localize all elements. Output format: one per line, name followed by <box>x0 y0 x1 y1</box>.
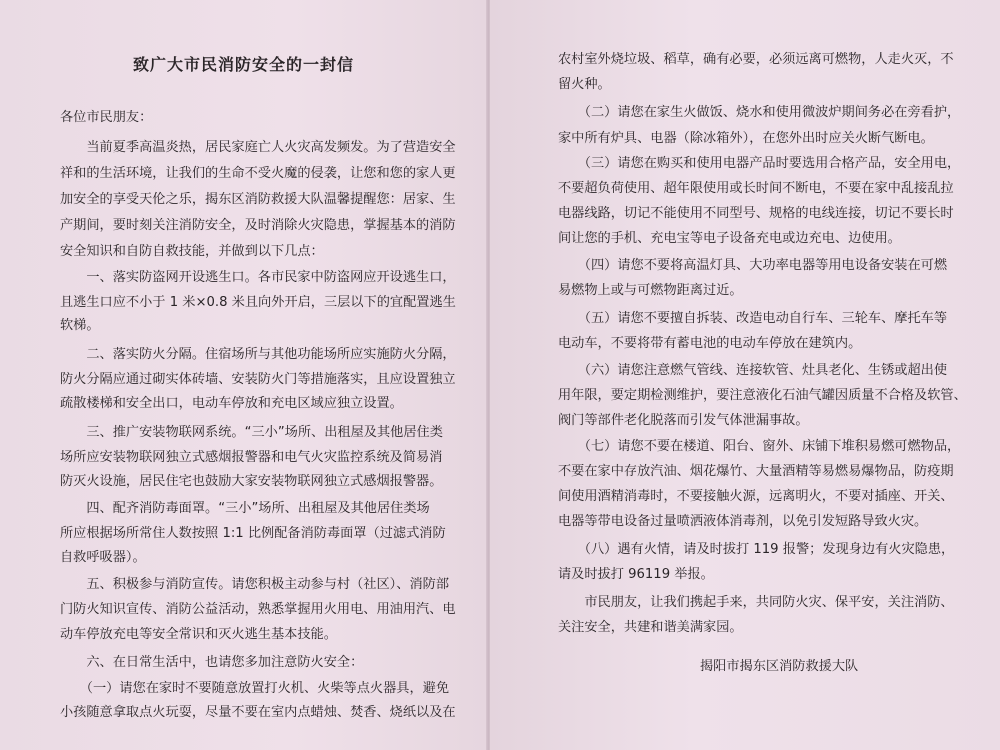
paragraph-line: （八）遇有火情，请及时拔打 119 报警；发现身边有火灾隐患， <box>558 542 955 557</box>
paragraph-line: 请及时拔打 96119 举报。 <box>558 567 714 582</box>
paragraph-line: （七）请您不要在楼道、阳台、窗外、床铺下堆积易燃可燃物品， <box>558 439 961 454</box>
paragraph-line: 家中所有炉具、电器（除冰箱外），在您外出时应关火断气断电。 <box>558 131 934 146</box>
paragraph-line: （三）请您在购买和使用电器产品时要选用合格产品，安全用电， <box>558 156 961 171</box>
paragraph-line: 间让您的手机、充电宝等电子设备充电或边充电、边使用。 <box>558 231 901 246</box>
paragraph-line: 农村室外烧垃圾、稻草，确有必要，必须远离可燃物，人走火灭，不 <box>558 52 954 67</box>
paragraph-line: 且逃生口应不小于 1 米×0.8 米且向外开启，三层以下的宜配置逃生 <box>60 295 456 310</box>
paragraph-line: 市民朋友，让我们携起手来，共同防火灾、保平安，关注消防、 <box>558 595 954 610</box>
paragraph-line: 门防火知识宣传、消防公益活动，熟悉掌握用火用电、用油用汽、电 <box>60 602 456 617</box>
paragraph-line: 阀门等部件老化脱落而引发气体泄漏事故。 <box>558 413 809 428</box>
paragraph-line: 电器线路，切记不能使用不同型号、规格的电线连接，切记不要长时 <box>558 206 954 221</box>
paragraph-line: 防火分隔应通过砌实体砖墙、安装防火门等措施落实，且应设置独立 <box>60 372 456 387</box>
paragraph-line: 不要超负荷使用、超年限使用或长时间不断电，不要在家中乱接乱拉 <box>558 181 954 196</box>
paragraph-line: 场所应安装物联网独立式感烟报警器和电气火灾监控系统及简易消 <box>60 450 443 465</box>
paragraph-line: 祥和的生活环境，让我们的生命不受火魔的侵袭，让您和您的家人更 <box>60 166 456 181</box>
paragraph-line: 二、落实防火分隔。住宿场所与其他功能场所应实施防火分隔， <box>60 347 456 362</box>
paragraph-line: （四）请您不要将高温灯具、大功率电器等用电设备安装在可燃 <box>558 258 948 273</box>
paragraph-line: 所应根据场所常住人数按照 1:1 比例配备消防毒面罩（过滤式消防 <box>60 526 446 541</box>
paragraph-line: 安全知识和自防自救技能，并做到以下几点： <box>60 244 324 259</box>
paragraph-line: （五）请您不要擅自拆装、改造电动自行车、三轮车、摩托车等 <box>558 311 948 326</box>
paragraph-line: 疏散楼梯和安全出口，电动车停放和充电区域应独立设置。 <box>60 396 403 411</box>
paragraph-line: 电动车，不要将带有蓄电池的电动车停放在建筑内。 <box>558 336 862 351</box>
paragraph-line: 产期间，要时刻关注消防安全，及时消除火灾隐患，掌握基本的消防 <box>60 218 456 233</box>
greeting: 各位市民朋友： <box>60 110 153 125</box>
paragraph-line: 留火种。 <box>558 77 611 92</box>
paragraph-line: 三、推广安装物联网系统。“三小”场所、出租屋及其他居住类 <box>60 425 443 440</box>
paragraph-line: 间使用酒精消毒时，不要接触火源，远离明火，不要对插座、开关、 <box>558 489 954 504</box>
paragraph-line: （一）请您在家时不要随意放置打火机、火柴等点火器具，避免 <box>60 681 450 696</box>
paragraph-line: 六、在日常生活中，也请您多加注意防火安全： <box>60 655 364 670</box>
letter-title: 致广大市民消防安全的一封信 <box>132 55 354 74</box>
paragraph-line: 用年限，要定期检测维护，要注意液化石油气罐因质量不合格及软管、 <box>558 388 967 403</box>
paragraph-line: 小孩随意拿取点火玩耍，尽量不要在室内点蜡烛、焚香、烧纸以及在 <box>60 705 456 720</box>
paragraph-line: 防灭火设施，居民住宅也鼓励大家安装物联网独立式感烟报警器。 <box>60 474 443 489</box>
paragraph-line: 动车停放充电等安全常识和灭火逃生基本技能。 <box>60 627 337 642</box>
paragraph-line: 易燃物上或与可燃物距离过近。 <box>558 283 743 298</box>
paragraph-line: 不要在家中存放汽油、烟花爆竹、大量酒精等易燃易爆物品，防疫期 <box>558 464 954 479</box>
paragraph-line: 四、配齐消防毒面罩。“三小”场所、出租屋及其他居住类场 <box>60 501 430 516</box>
paragraph-line: 当前夏季高温炎热，居民家庭亡人火灾高发频发。为了营造安全 <box>60 140 456 155</box>
paragraph-line: （二）请您在家生火做饭、烧水和使用微波炉期间务必在旁看护， <box>558 105 961 120</box>
paragraph-line: 电器等带电设备过量喷洒液体消毒剂，以免引发短路导致火灾。 <box>558 514 928 529</box>
paragraph-line: 关注安全，共建和谐美满家园。 <box>558 620 743 635</box>
paragraph-line: 软梯。 <box>60 318 100 333</box>
paragraph-line: 自救呼吸器）。 <box>60 550 146 565</box>
paragraph-line: 五、积极参与消防宣传。请您积极主动参与村（社区）、消防部 <box>60 577 450 592</box>
paragraph-line: （六）请您注意燃气管线、连接软管、灶具老化、生锈或超出使 <box>558 363 948 378</box>
signature: 揭阳市揭东区消防救援大队 <box>700 659 859 674</box>
paragraph-line: 一、落实防盗网开设逃生口。各市民家中防盗网应开设逃生口， <box>60 270 456 285</box>
paragraph-line: 加安全的享受天伦之乐，揭东区消防救援大队温馨提醒您：居家、生 <box>60 192 456 207</box>
